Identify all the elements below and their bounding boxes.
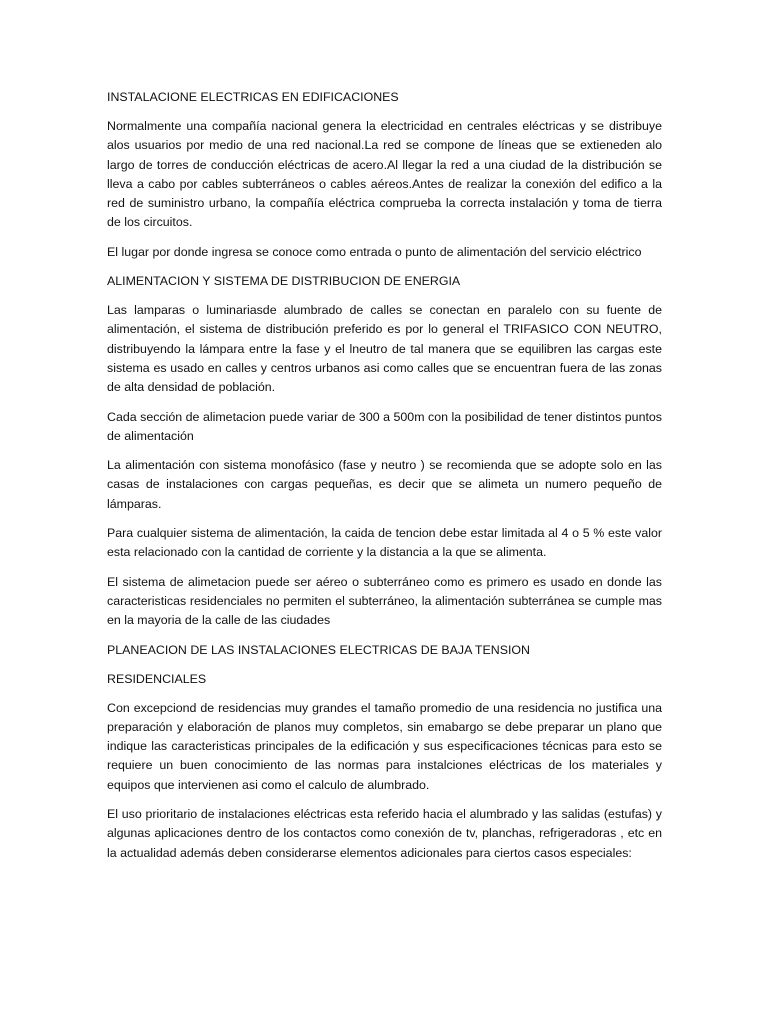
paragraph-residencias: Con excepciond de residencias muy grandes el tamaño promedio de una residencia no justifica una preparación y elaboración de planos muy completos, sin emabargo se debe preparar un plano que indique las caracteristicas principales de la edificación y sus especificaciones técnicas para esto se requiere un buen conocimiento de las normas para instalciones eléctricas de los materiales y equipos que intervienen asi como el calculo de alumbrado. <box>107 700 662 792</box>
section-heading-alimentacion: ALIMENTACION Y SISTEMA DE DISTRIBUCION DE ENERGIA <box>107 274 461 289</box>
section-heading-planeacion: PLANEACION DE LAS INSTALACIONES ELECTRICAS DE BAJA TENSION <box>107 642 531 657</box>
section-heading-residenciales: RESIDENCIALES <box>107 671 207 686</box>
paragraph-entrada: El lugar por donde ingresa se conoce como entrada o punto de alimentación del servicio eléctrico <box>107 244 642 259</box>
paragraph-intro: Normalmente una compañía nacional genera la electricidad en centrales eléctricas y se distribuye alos usuarios por medio de una red nacional.La red se compone de líneas que se extieneden alo largo de torres de conducción eléctricas de acero.Al llegar la red a una ciudad de la distribución se lleva a cabo por cables subterráneos o cables aéreos.Antes de realizar la conexión del edifico a la red de suministro urbano, la compañía eléctrica comprueba la correcta instalación y toma de tierra de los circuitos. <box>107 119 662 230</box>
paragraph-monofasico: La alimentación con sistema monofásico (fase y neutro ) se recomienda que se adopte solo en las casas de instalaciones con cargas pequeñas, es decir que se alimeta un numero pequeño de lámparas. <box>107 458 662 511</box>
paragraph-seccion: Cada sección de alimetacion puede variar de 300 a 500m con la posibilidad de tener distintos puntos de alimentación <box>107 409 662 443</box>
paragraph-uso-prioritario: El uso prioritario de instalaciones eléctricas esta referido hacia el alumbrado y las salidas (estufas) y algunas aplicaciones dentro de los contactos como conexión de tv, planchas, refrigeradoras , etc en la actualidad además deben considerarse elementos adicionales para ciertos casos especiales: <box>107 807 662 860</box>
paragraph-caida-tension: Para cualquier sistema de alimentación, la caida de tencion debe estar limitada al 4 o 5 % este valor esta relacionado con la cantidad de corriente y la distancia a la que se alimenta. <box>107 526 662 560</box>
paragraph-aereo-subterraneo: El sistema de alimetacion puede ser aéreo o subterráneo como es primero es usado en donde las caracteristicas residenciales no permiten el subterráneo, la alimentación subterránea se cumple mas en la mayoria de la calle de las ciudades <box>107 574 662 628</box>
section-heading-instalaciones: INSTALACIONE ELECTRICAS EN EDIFICACIONES <box>107 90 399 104</box>
paragraph-lamparas: Las lamparas o luminariasde alumbrado de calles se conectan en paralelo con su fuente de alimentación, el sistema de distribución preferido es por lo general el TRIFASICO CON NEUTRO, distribuyendo la lámpara entre la fase y el lneutro de tal manera que se equilibren las cargas este sistema es usado en calles y centros urbanos asi como calles que se encuentran fuera de las zonas de alta densidad de población. <box>107 303 662 395</box>
